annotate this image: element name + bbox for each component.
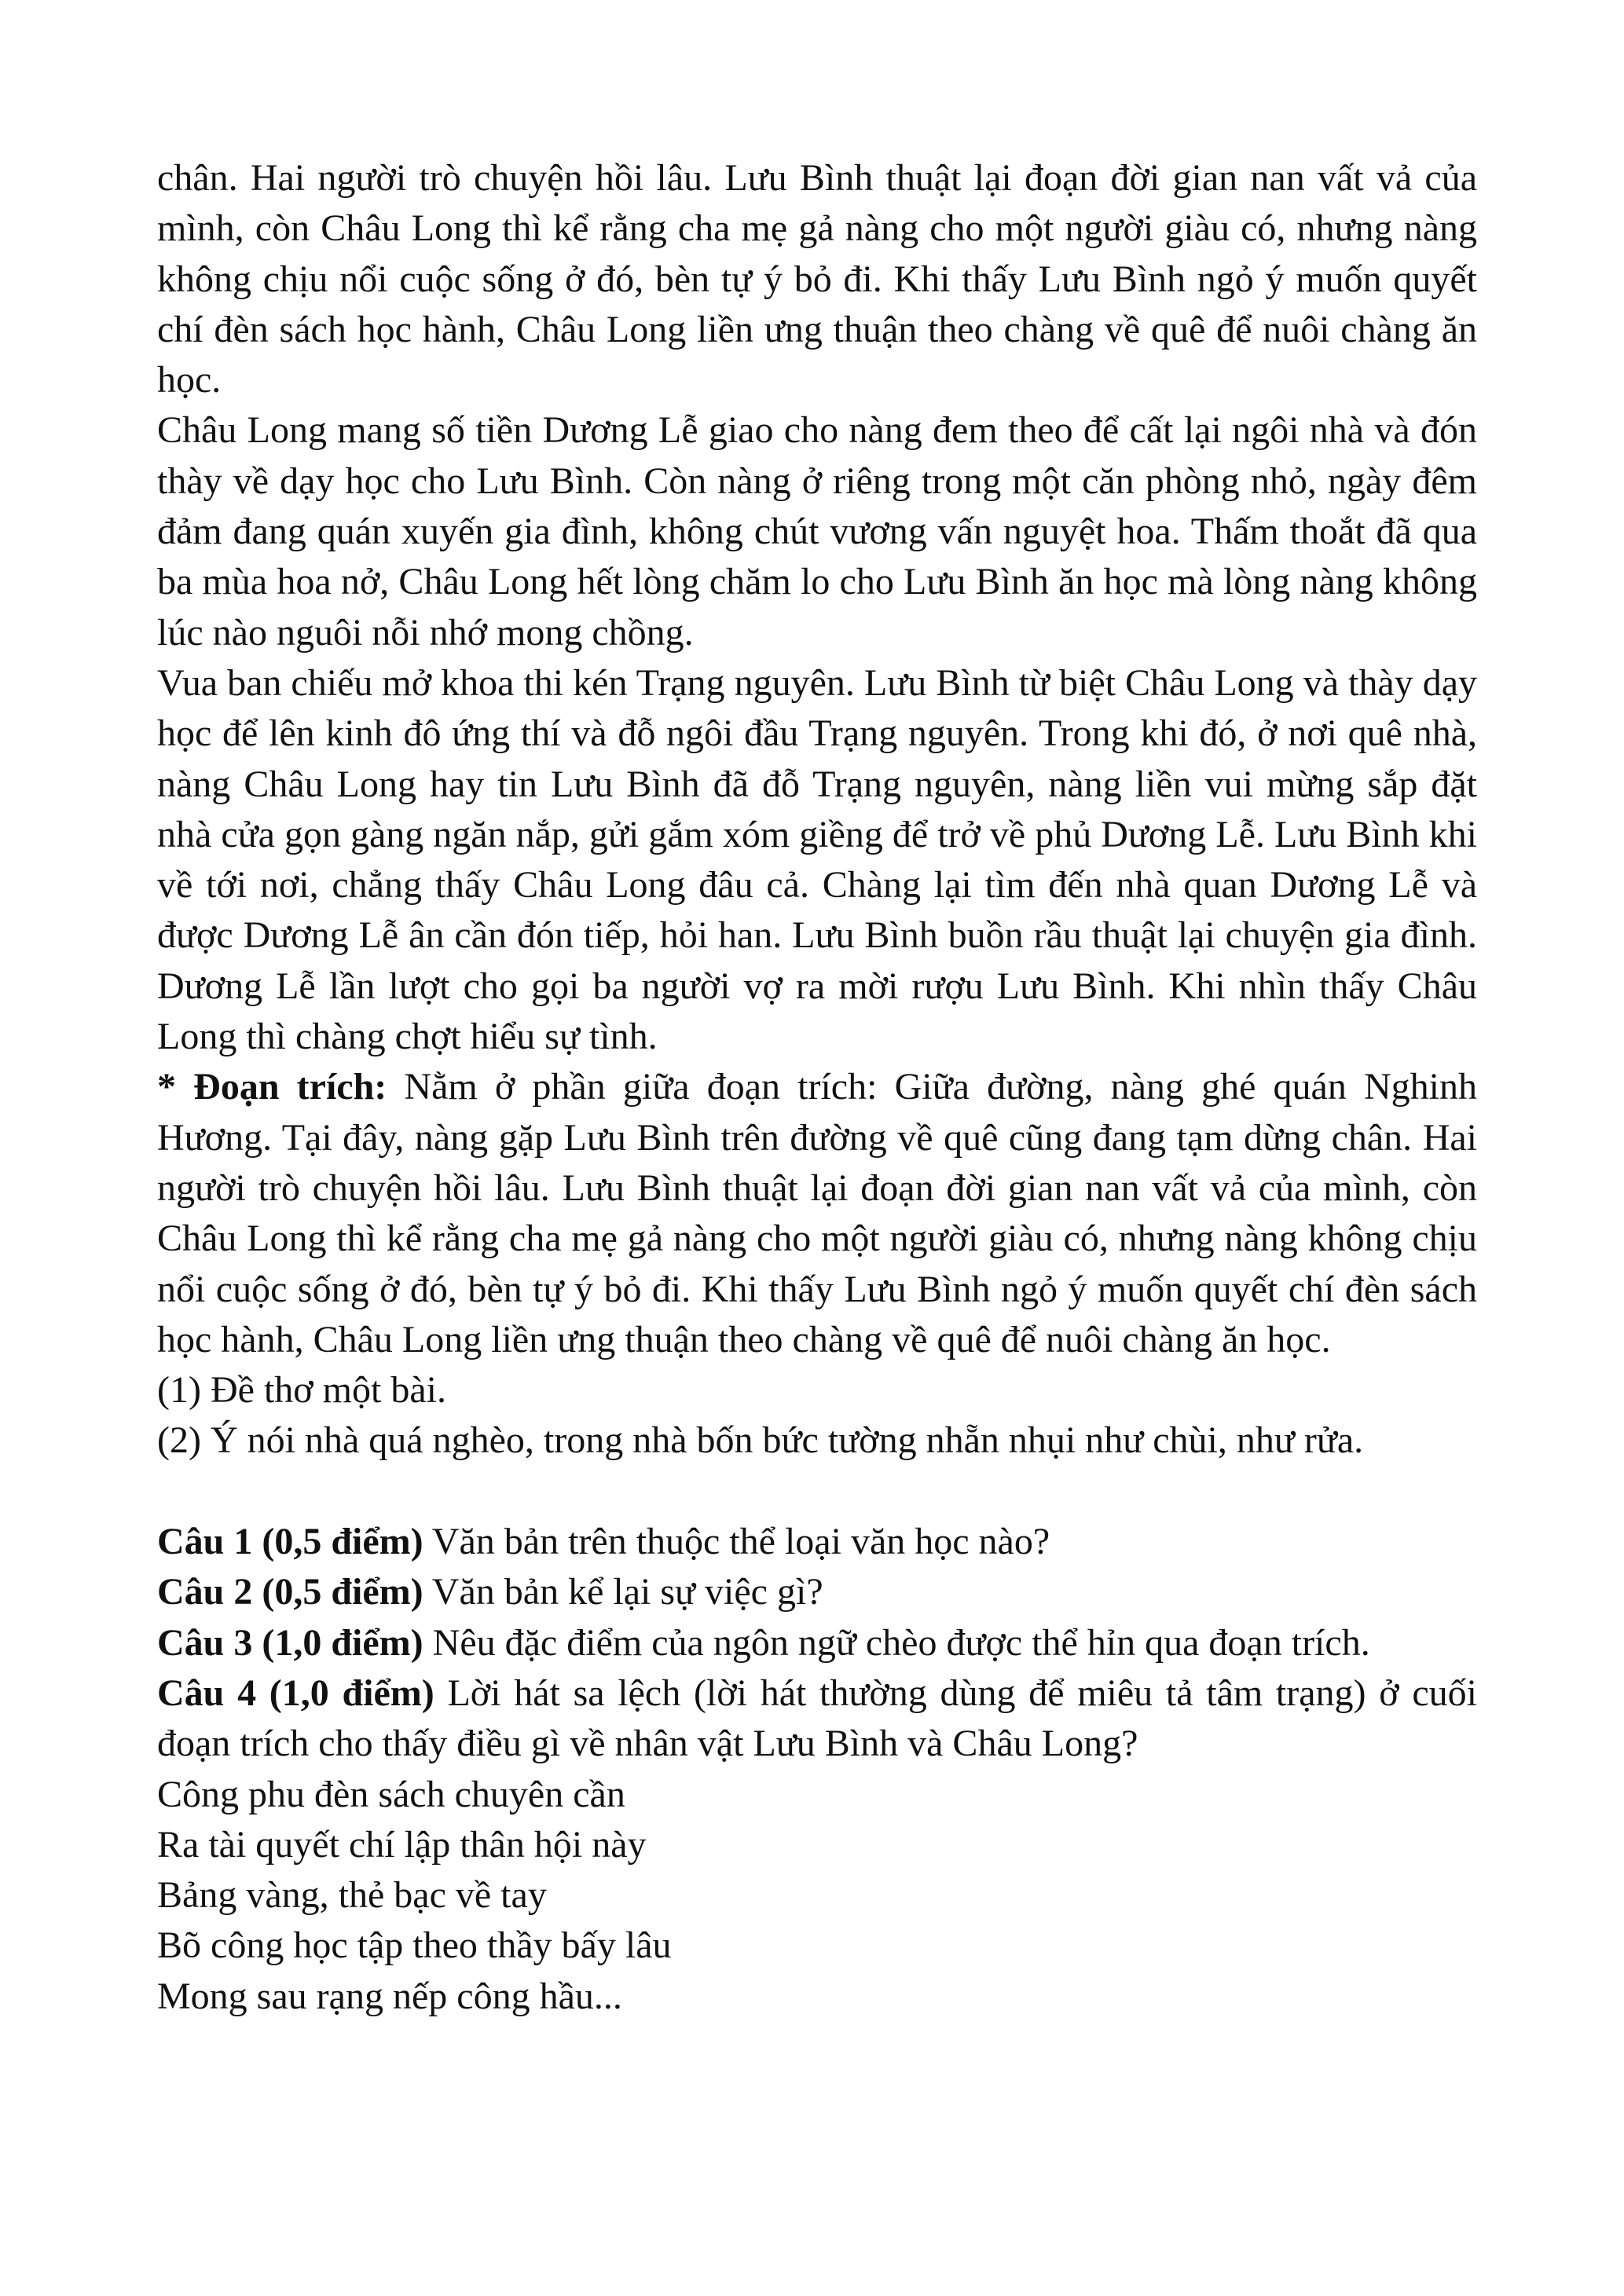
question-1-text: Văn bản trên thuộc thể loại văn học nào? (423, 1521, 1050, 1563)
excerpt-label: * Đoạn trích: (157, 1066, 387, 1108)
passage-paragraph-1: chân. Hai người trò chuyện hồi lâu. Lưu Bình thuật lại đoạn đời gian nan vất vả của mình, còn Châu Long thì kể rằng cha mẹ gả nàng cho một người giàu có, nhưng nàng không chịu nổi cuộc sống ở đó, bèn tự ý bỏ đi. Khi thấy Lưu Bình ngỏ ý muốn quyết chí đèn sách học hành, Châu Long liền ưng thuận theo chàng về quê để nuôi chàng ăn học. (157, 157, 1477, 401)
section-spacer (157, 1467, 1477, 1517)
passage-paragraph-3: Vua ban chiếu mở khoa thi kén Trạng nguyên. Lưu Bình từ biệt Châu Long và thày dạy học để lên kinh đô ứng thí và đỗ ngôi đầu Trạng nguyên. Trong khi đó, ở nơi quê nhà, nàng Châu Long hay tin Lưu Bình đã đỗ Trạng nguyên, nàng liền vui mừng sắp đặt nhà cửa gọn gàng ngăn nắp, gửi gắm xóm giềng để trở về phủ Dương Lễ. Lưu Bình khi về tới nơi, chẳng thấy Châu Long đâu cả. Chàng lại tìm đến nhà quan Dương Lễ và được Dương Lễ ân cần đón tiếp, hỏi han. Lưu Bình buồn rầu thuật lại chuyện gia đình. Dương Lễ lần lượt cho gọi ba người vợ ra mời rượu Lưu Bình. Khi nhìn thấy Châu Long thì chàng chợt hiểu sự tình. (157, 661, 1477, 1058)
question-1 (157, 1517, 1477, 1567)
question-4-text: Lời hát sa lệch (lời hát thường dùng để miêu tả tâm trạng) ở cuối đoạn trích cho thấy điều gì về nhân vật Lưu Bình và Châu Long? (157, 1672, 1477, 1765)
poem-block (157, 1770, 1477, 2022)
footnote-2: (2) Ý nói nhà quá nghèo, trong nhà bốn bức tường nhẵn nhụi như chùi, như rửa. (157, 1419, 1364, 1462)
question-3-text: Nêu đặc điểm của ngôn ngữ chèo được thể hỉn qua đoạn trích. (423, 1621, 1370, 1664)
poem-line: Mong sau rạng nếp công hầu... (157, 1975, 622, 2017)
poem-line: Bảng vàng, thẻ bạc về tay (157, 1874, 547, 1917)
question-2-text: Văn bản kể lại sự việc gì? (423, 1571, 823, 1613)
excerpt-text: Nằm ở phần giữa đoạn trích: Giữa đường, nàng ghé quán Nghinh Hương. Tại đây, nàng gặp Lưu Bình trên đường về quê cũng đang tạm dừng chân. Hai người trò chuyện hồi lâu. Lưu Bình thuật lại đoạn đời gian nan vất vả của mình, còn Châu Long thì kể rằng cha mẹ gả nàng cho một người giàu có, nhưng nàng không chịu nổi cuộc sống ở đó, bèn tự ý bỏ đi. Khi thấy Lưu Bình ngỏ ý muốn quyết chí đèn sách học hành, Châu Long liền ưng thuận theo chàng về quê để nuôi chàng ăn học. (157, 1066, 1477, 1360)
poem-line: Công phu đèn sách chuyên cần (157, 1773, 625, 1815)
question-2-label: Câu 2 (0,5 điểm) (157, 1571, 423, 1613)
footnote-1: (1) Đề thơ một bài. (157, 1369, 446, 1412)
question-3 (157, 1618, 1477, 1668)
question-3-label: Câu 3 (1,0 điểm) (157, 1621, 423, 1664)
document-page (157, 153, 1477, 2022)
poem-line: Ra tài quyết chí lập thân hội này (157, 1823, 647, 1866)
question-4-label: Câu 4 (1,0 điểm) (157, 1672, 434, 1714)
question-2 (157, 1567, 1477, 1617)
excerpt-paragraph (157, 1062, 1477, 1365)
question-4 (157, 1668, 1477, 1770)
passage-paragraph-2: Châu Long mang số tiền Dương Lễ giao cho nàng đem theo để cất lại ngôi nhà và đón thày về dạy học cho Lưu Bình. Còn nàng ở riêng trong một căn phòng nhỏ, ngày đêm đảm đang quán xuyến gia đình, không chút vương vấn nguyệt hoa. Thấm thoắt đã qua ba mùa hoa nở, Châu Long hết lòng chăm lo cho Lưu Bình ăn học mà lòng nàng không lúc nào nguôi nỗi nhớ mong chồng. (157, 409, 1477, 654)
poem-line: Bõ công học tập theo thầy bấy lâu (157, 1924, 672, 1967)
question-1-label: Câu 1 (0,5 điểm) (157, 1521, 423, 1563)
